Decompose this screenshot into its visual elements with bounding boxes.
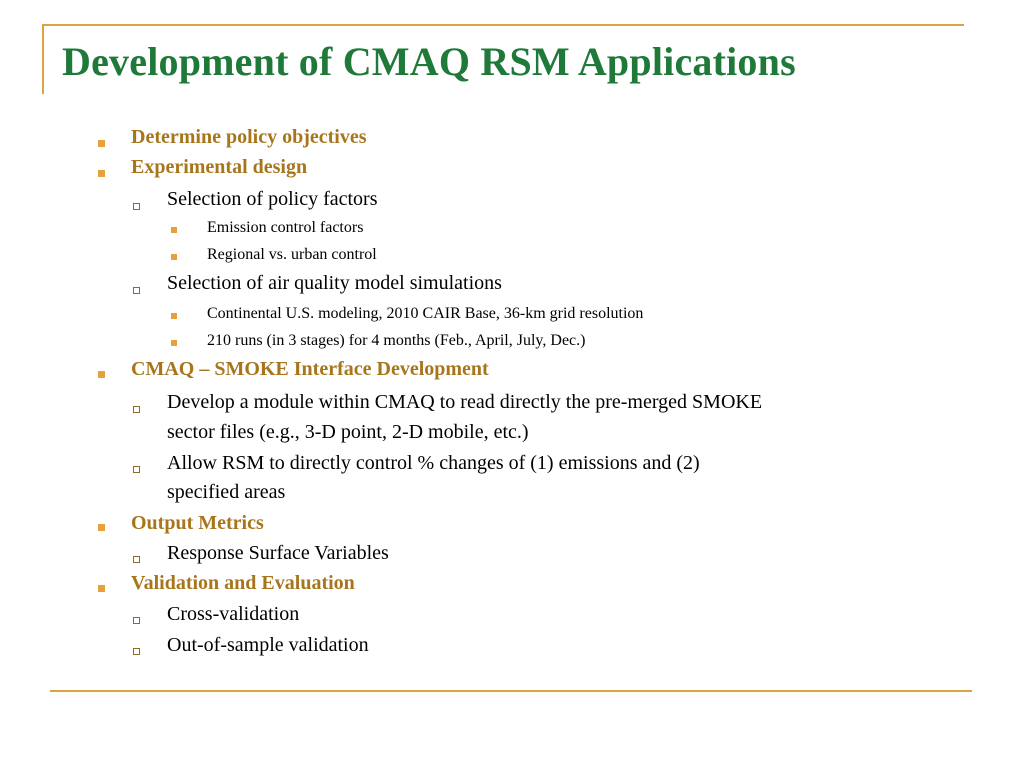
square-bullet-icon [171,227,177,233]
bullet-level3: Emission control factors [207,219,364,236]
hollow-square-bullet-icon [133,466,140,473]
bullet-level3: Regional vs. urban control [207,246,377,263]
square-bullet-icon [98,585,105,592]
bullet-level1: Output Metrics [131,512,264,534]
hollow-square-bullet-icon [133,287,140,294]
hollow-square-bullet-icon [133,556,140,563]
bullet-level1: Determine policy objectives [131,126,367,148]
bottom-rule [50,690,972,692]
bullet-level2-line: sector files (e.g., 3-D point, 2-D mobile, etc.) [167,421,529,443]
hollow-square-bullet-icon [133,203,140,210]
bullet-level2-line: Allow RSM to directly control % changes of (1) emissions and (2) [167,452,700,474]
hollow-square-bullet-icon [133,406,140,413]
hollow-square-bullet-icon [133,648,140,655]
bullet-level3: Continental U.S. modeling, 2010 CAIR Base, 36-km grid resolution [207,305,644,322]
bullet-level1: CMAQ – SMOKE Interface Development [131,358,489,380]
square-bullet-icon [171,254,177,260]
bullet-level1: Validation and Evaluation [131,572,355,594]
slide-title: Development of CMAQ RSM Applications [62,39,796,84]
bullet-level2: Selection of policy factors [167,188,378,210]
bullet-level2: Cross-validation [167,603,300,625]
bullet-level1: Experimental design [131,156,308,178]
bullet-level2-line: specified areas [167,481,286,503]
square-bullet-icon [98,170,105,177]
square-bullet-icon [98,371,105,378]
square-bullet-icon [171,313,177,319]
square-bullet-icon [98,140,105,147]
bullet-level2-line: Develop a module within CMAQ to read directly the pre-merged SMOKE [167,391,763,413]
bullet-level2: Out-of-sample validation [167,634,369,656]
bullet-level2: Response Surface Variables [167,542,389,564]
bullet-level2: Selection of air quality model simulations [167,272,502,294]
bullet-level3: 210 runs (in 3 stages) for 4 months (Feb., April, July, Dec.) [207,332,586,349]
hollow-square-bullet-icon [133,617,140,624]
square-bullet-icon [98,524,105,531]
square-bullet-icon [171,340,177,346]
